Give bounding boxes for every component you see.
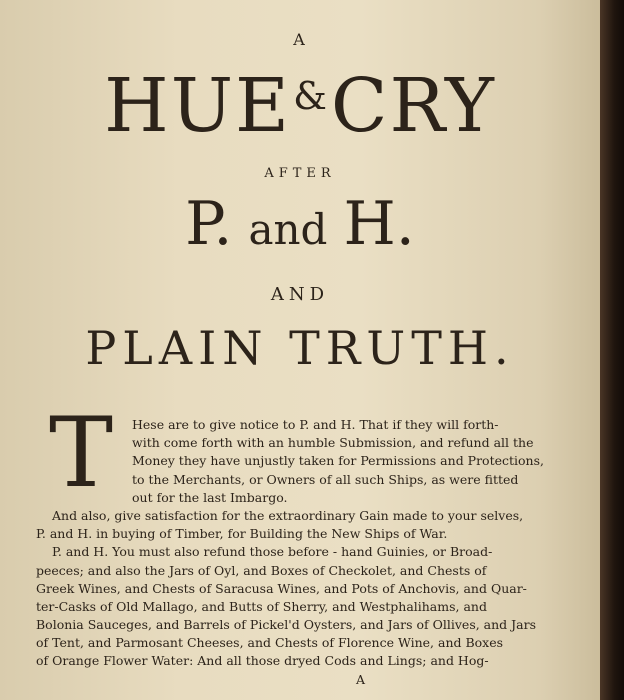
- signature-mark: A: [356, 671, 366, 687]
- title-ampersand: &: [293, 74, 329, 118]
- title-plain-truth: PLAIN TRUTH.: [85, 321, 515, 375]
- title-p-and-h: [0, 186, 600, 268]
- title-p: P.: [185, 189, 233, 259]
- title-and-small: and: [248, 205, 328, 254]
- body-line: P. and H. in buying of Timber, for Building the New Ships of War.: [36, 526, 448, 542]
- body-line: peeces; and also the Jars of Oyl, and Boxes of Checkolet, and Chests of: [36, 562, 487, 578]
- body-line: to the Merchants, or Owners of all such Ships, as were fitted: [132, 471, 519, 487]
- body-line: Hese are to give notice to P. and H. That if they will forth-: [132, 417, 499, 432]
- body-line: And also, give satisfaction for the extraordinary Gain made to your selves,: [52, 507, 524, 523]
- body-line: Greek Wines, and Chests of Saracusa Wines, and Pots of Anchovis, and Quar-: [36, 580, 527, 596]
- body-line: P. and H. You must also refund those before - hand Guinies, or Broad-: [52, 544, 493, 560]
- title-after: AFTER: [264, 166, 336, 181]
- title-and: AND: [270, 284, 330, 305]
- title-cry: CRY: [330, 63, 496, 149]
- body-line: Money they have unjustly taken for Permissions and Protections,: [132, 453, 544, 469]
- body-line: of Orange Flower Water: And all those dryed Cods and Lings; and Hog-: [36, 653, 489, 669]
- body-line: Bolonia Sauceges, and Barrels of Pickel'd Oysters, and Jars of Ollives, and Jars: [36, 617, 537, 633]
- title-article: A: [293, 30, 307, 49]
- title-hue-and-cry: [0, 52, 600, 150]
- body-line: ter-Casks of Old Mallago, and Butts of Sherry, and Westphalihams, and: [36, 598, 487, 614]
- title-h: H.: [343, 189, 415, 259]
- frame-edge: [600, 0, 624, 700]
- body-line: out for the last Imbargo.: [132, 489, 288, 505]
- body-line: of Tent, and Parmosant Cheeses, and Chests of Florence Wine, and Boxes: [36, 635, 504, 651]
- body-text: [36, 416, 594, 689]
- body-line: with come forth with an humble Submission, and refund all the: [132, 435, 534, 451]
- title-hue: HUE: [104, 63, 292, 149]
- drop-cap: T: [48, 397, 114, 509]
